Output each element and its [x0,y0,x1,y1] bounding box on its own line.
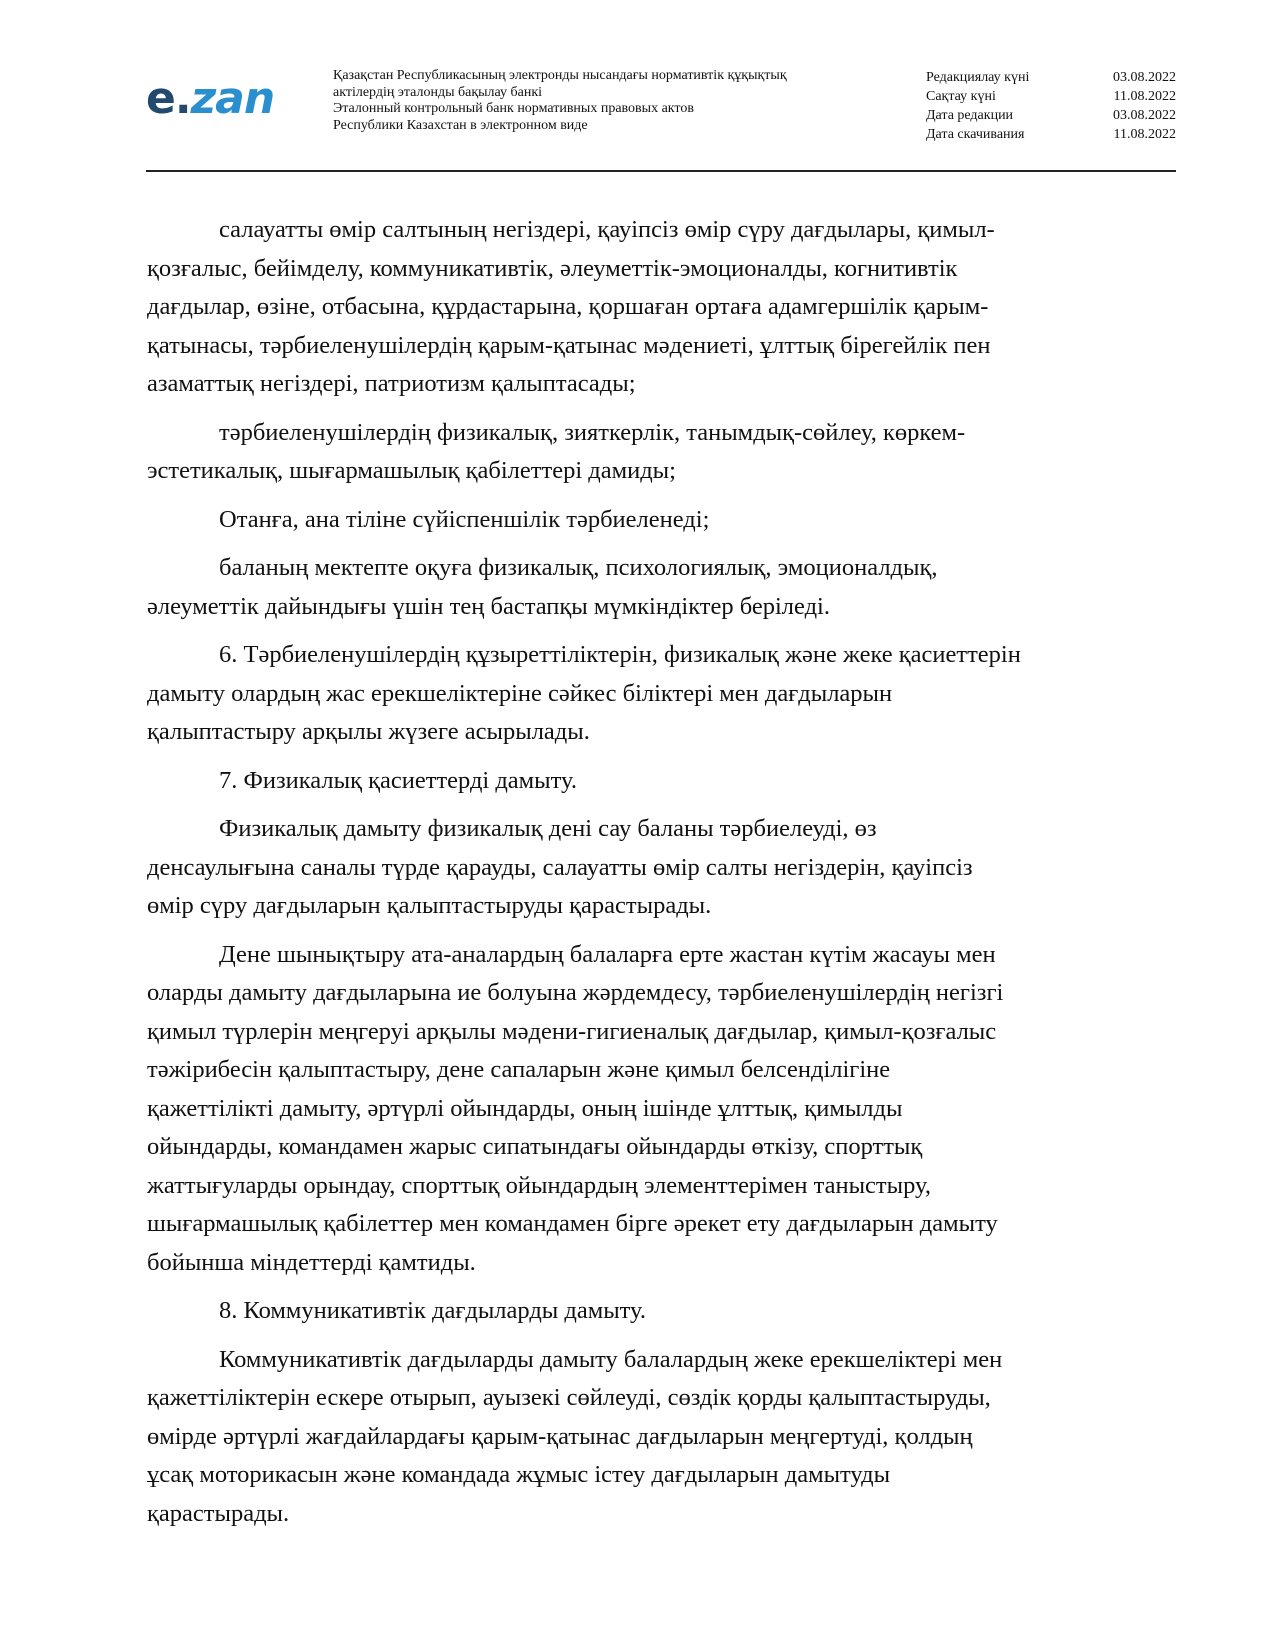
paragraph-line: ұсақ моторикасын және командада жұмыс істеу дағдыларын дамытуды [147,1461,891,1488]
ezan-logo [146,74,296,124]
paragraph-line: жаттығуларды орындау, спорттық ойындардың элементтерімен таныстыру, [147,1171,931,1199]
paragraph-line: оларды дамыту дағдыларына ие болуына жәрдемдесу, тәрбиеленушілердің негізгі [147,979,1004,1006]
paragraph-line: ойындарды, командамен жарыс сипатындағы ойындарды өткізу, спорттық [147,1133,923,1160]
paragraph [147,810,1177,926]
header-desc-line: актілердің эталонды бақылау банкі [333,84,543,100]
page-header [146,60,1176,170]
paragraph-line: қалыптастыру арқылы жүзеге асырылады. [147,718,590,745]
paragraph [147,762,1177,801]
meta-label: Дата редакции [926,108,1014,123]
header-description [333,68,893,134]
paragraph [147,1292,1177,1331]
paragraph-line: бойынша міндеттерді қамтиды. [147,1248,476,1276]
paragraph-line: тәрбиеленушілердің физикалық, зияткерлік, танымдық-сөйлеу, көркем- [219,418,966,446]
paragraph [147,636,1177,752]
paragraph [147,501,1177,540]
paragraph-line: қажеттілікті дамыту, әртүрлі ойындарды, оның ішінде ұлттық, қимылды [147,1094,903,1122]
paragraph [147,414,1177,491]
header-desc-line: Республики Казахстан в электронном виде [333,117,588,133]
paragraph-line: шығармашылық қабілеттер мен командамен бірге әрекет ету дағдыларын дамыту [147,1210,998,1237]
meta-label: Дата скачивания [926,127,1025,142]
logo-zan: zan [190,73,275,124]
paragraph [147,936,1177,1283]
meta-value: 11.08.2022 [1113,127,1176,142]
logo-e: e [146,73,175,124]
paragraph-line: эстетикалық, шығармашылық қабілеттері дамиды; [147,457,676,484]
paragraph-line: салауатты өмір салтының негіздері, қауіпсіз өмір сүру дағдылары, қимыл- [219,216,995,243]
paragraph-line: қатынасы, тәрбиеленушілердің қарым-қатынас мәдениеті, ұлттық бірегейлік пен [147,331,991,359]
header-desc-line: Эталонный контрольный банк нормативных правовых актов [333,101,694,116]
paragraph-line: Коммуникативтік дағдыларды дамыту балалардың жеке ерекшеліктері мен [219,1345,1003,1373]
paragraph-line: 6. Тәрбиеленушілердің құзыреттіліктерін, физикалық және жеке қасиеттерін [219,641,1021,668]
meta-label: Сақтау күні [926,89,996,104]
paragraph-line: тәжірибесін қалыптастыру, дене сапаларын және қимыл белсенділігіне [147,1056,891,1083]
paragraph [147,549,1177,626]
meta-value: 03.08.2022 [1113,70,1176,85]
meta-value: 03.08.2022 [1113,108,1176,123]
meta-label: Редакциялау күні [926,70,1030,85]
paragraph-line: Отанға, ана тіліне сүйіспеншілік тәрбиеленеді; [219,505,710,533]
paragraph-line: Физикалық дамыту физикалық дені сау баланы тәрбиелеуді, өз [219,815,877,842]
paragraph-line: 7. Физикалық қасиеттерді дамыту. [219,766,577,794]
paragraph-line: қимыл түрлерін меңгеруі арқылы мәдени-гигиеналық дағдылар, қимыл-қозғалыс [147,1017,997,1045]
paragraph-line: қарастырады. [147,1499,290,1527]
meta-row [926,87,1176,106]
paragraph-line: қозғалыс, бейімделу, коммуникативтік, әлеуметтік-эмоционалды, когнитивтік [147,254,958,282]
header-meta [926,68,1176,144]
paragraph-line: әлеуметтік дайындығы үшін тең бастапқы мүмкіндіктер беріледі. [147,592,830,620]
meta-row [926,106,1176,125]
paragraph [147,1341,1177,1534]
header-divider [146,170,1176,172]
document-body [147,211,1177,1543]
paragraph-line: 8. Коммуникативтік дағдыларды дамыту. [219,1297,646,1324]
paragraph-line: баланың мектепте оқуға физикалық, психологиялық, эмоционалдық, [219,554,938,581]
logo-dot: . [174,73,191,124]
paragraph-line: Дене шынықтыру ата-аналардың балаларға ерте жастан күтім жасауы мен [219,940,996,968]
paragraph-line: азаматтық негіздері, патриотизм қалыптасады; [147,370,636,397]
paragraph-line: денсаулығына саналы түрде қарауды, салауатты өмір салты негіздерін, қауіпсіз [147,853,973,881]
meta-value: 11.08.2022 [1113,89,1176,104]
meta-row [926,125,1176,144]
paragraph [147,211,1177,404]
paragraph-line: өмірде әртүрлі жағдайлардағы қарым-қатынас дағдыларын меңгертуді, қолдың [147,1422,973,1450]
header-desc-line: Қазақстан Республикасының электронды нысандағы нормативтік құқықтық [333,68,787,83]
paragraph-line: дағдылар, өзіне, отбасына, құрдастарына, қоршаған ортаға адамгершілік қарым- [147,293,989,320]
paragraph-line: дамыту олардың жас ерекшеліктеріне сәйкес біліктері мен дағдыларын [147,679,893,707]
meta-row [926,68,1176,87]
paragraph-line: қажеттіліктерін ескере отырып, ауызекі сөйлеуді, сөздік қорды қалыптастыруды, [147,1384,991,1411]
paragraph-line: өмір сүру дағдыларын қалыптастыруды қарастырады. [147,892,712,919]
